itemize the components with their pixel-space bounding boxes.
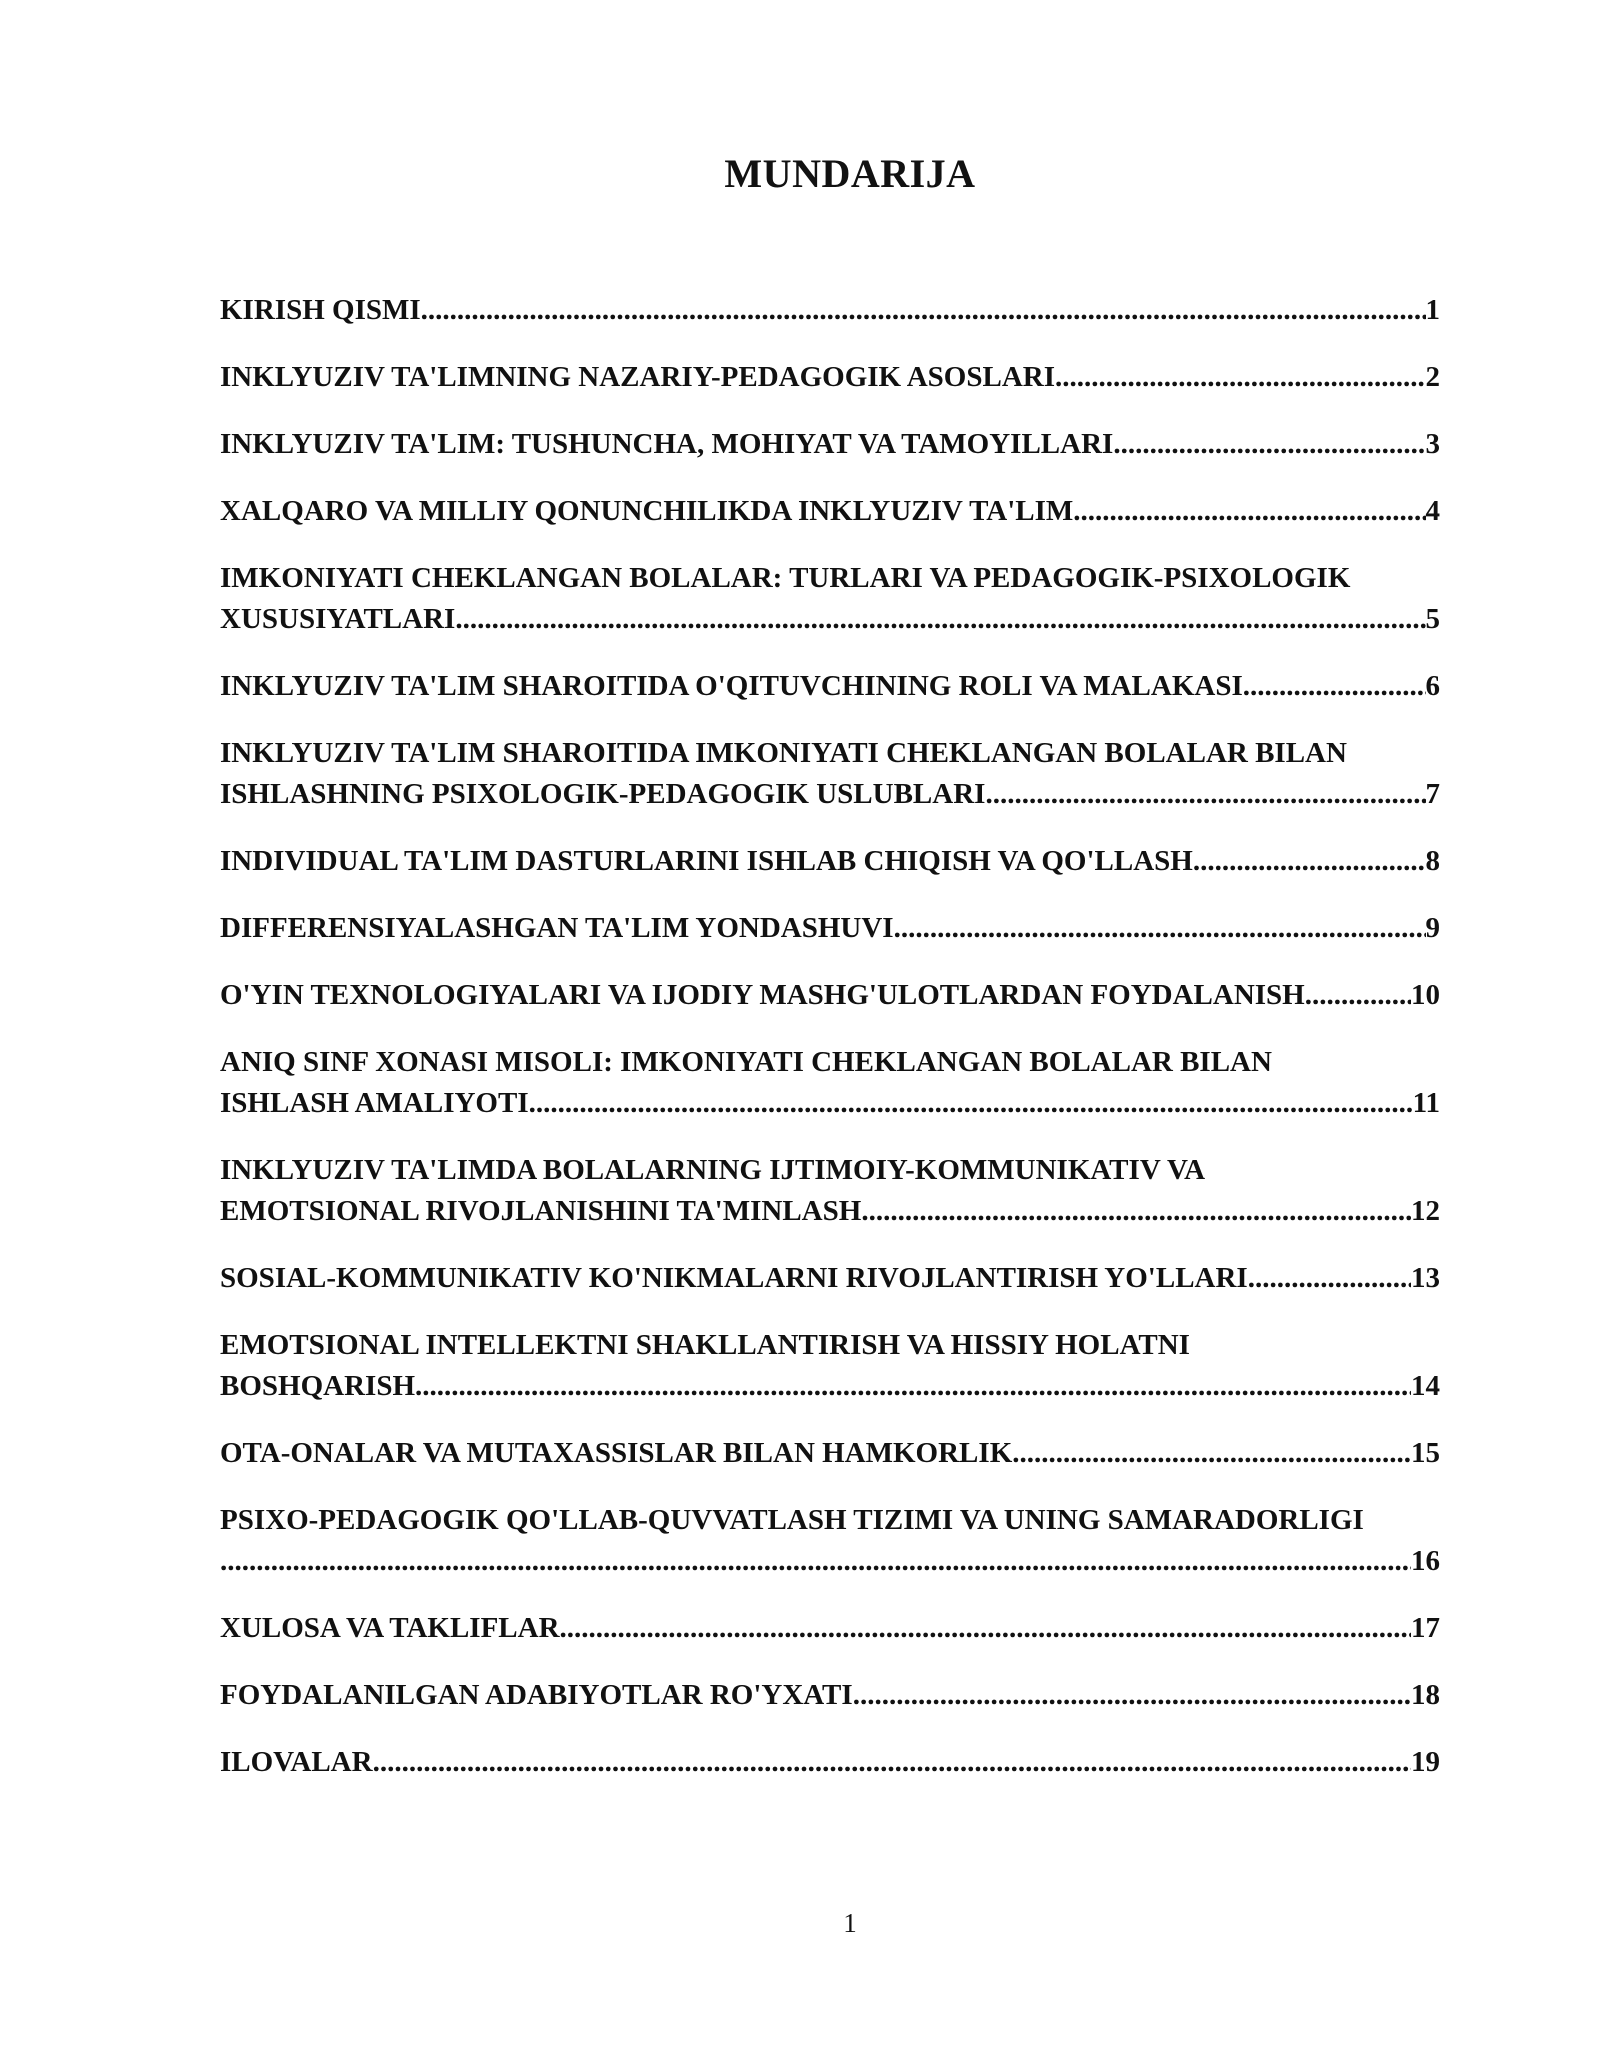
toc-page-number: 14: [1411, 1370, 1440, 1402]
toc-entry-last-line: [220, 841, 1440, 882]
toc-entry[interactable]: [220, 491, 1440, 532]
toc-page-number: 19: [1411, 1746, 1440, 1778]
toc-entry-last-line: [220, 1675, 1440, 1716]
toc-entry-last-line: [220, 1191, 1440, 1232]
dot-leader: [1055, 357, 1425, 398]
toc-entry-last-line: [220, 908, 1440, 949]
toc-entry[interactable]: [220, 1500, 1440, 1582]
toc-entry-last-line: [220, 357, 1440, 398]
toc-entry[interactable]: [220, 1325, 1440, 1407]
toc-entry-title-line: ISHLASHNING PSIXOLOGIK-PEDAGOGIK USLUBLARI: [220, 778, 986, 810]
dot-leader: [985, 774, 1425, 815]
dot-leader: [529, 1083, 1413, 1124]
toc-entry[interactable]: [220, 908, 1440, 949]
toc-page-number: 13: [1411, 1262, 1440, 1294]
toc-entry[interactable]: [220, 290, 1440, 331]
toc-entry[interactable]: [220, 357, 1440, 398]
toc-entry-title-line: INKLYUZIV TA'LIM SHAROITIDA IMKONIYATI CHEKLANGAN BOLALAR BILAN: [220, 737, 1347, 769]
dot-leader: [894, 908, 1426, 949]
toc-entry[interactable]: [220, 1150, 1440, 1232]
toc-entry-title-line: INKLYUZIV TA'LIMDA BOLALARNING IJTIMOIY-KOMMUNIKATIV VA: [220, 1154, 1206, 1186]
dot-leader: [853, 1675, 1411, 1716]
dot-leader: [1248, 1258, 1411, 1299]
toc-entry-title-line: EMOTSIONAL RIVOJLANISHINI TA'MINLASH: [220, 1195, 862, 1227]
toc-page-number: 11: [1412, 1087, 1440, 1119]
toc-entry-title-line: XALQARO VA MILLIY QONUNCHILIKDA INKLYUZIV TA'LIM: [220, 495, 1074, 527]
toc-entry-title-line: BOSHQARISH: [220, 1370, 415, 1402]
toc-page-number: 2: [1425, 361, 1440, 393]
toc-entry-title-line: FOYDALANILGAN ADABIYOTLAR RO'YXATI: [220, 1679, 853, 1711]
dot-leader: [1012, 1433, 1411, 1474]
toc-entry-last-line: [220, 491, 1440, 532]
toc-entry[interactable]: [220, 1433, 1440, 1474]
toc-entry-title-line: INKLYUZIV TA'LIM: TUSHUNCHA, MOHIYAT VA TAMOYILLARI: [220, 428, 1114, 460]
dot-leader: [455, 599, 1425, 640]
toc-entry-last-line: [220, 1541, 1440, 1582]
dot-leader: [415, 1366, 1411, 1407]
toc-entry-last-line: [220, 1366, 1440, 1407]
toc-entry[interactable]: [220, 1608, 1440, 1649]
dot-leader: [1305, 975, 1411, 1016]
toc-entry-title-line: INKLYUZIV TA'LIMNING NAZARIY-PEDAGOGIK ASOSLARI: [220, 361, 1056, 393]
toc-entry-title-line: EMOTSIONAL INTELLEKTNI SHAKLLANTIRISH VA HISSIY HOLATNI: [220, 1329, 1190, 1361]
toc-entry[interactable]: [220, 558, 1440, 640]
toc-page-number: 7: [1425, 778, 1440, 810]
toc-page-number: 6: [1425, 670, 1440, 702]
toc-entry-last-line: [220, 1258, 1440, 1299]
toc-page-number: 3: [1425, 428, 1440, 460]
toc-entry-last-line: [220, 290, 1440, 331]
toc-entry-title-line: PSIXO-PEDAGOGIK QO'LLAB-QUVVATLASH TIZIMI VA UNING SAMARADORLIGI: [220, 1504, 1364, 1536]
toc-entry[interactable]: [220, 1675, 1440, 1716]
toc-entry[interactable]: [220, 1258, 1440, 1299]
toc-page-number: 15: [1411, 1437, 1440, 1469]
toc-entry-last-line: [220, 1083, 1440, 1124]
toc-page-number: 16: [1411, 1545, 1440, 1577]
toc-entry-title-line: ISHLASH AMALIYOTI: [220, 1087, 529, 1119]
toc-entry-title-line: XUSUSIYATLARI: [220, 603, 456, 635]
toc-entry-title-line: XULOSA VA TAKLIFLAR: [220, 1612, 560, 1644]
page-title: MUNDARIJA: [724, 151, 976, 196]
dot-leader: [1113, 424, 1425, 465]
toc-entry-title-line: ILOVALAR: [220, 1746, 373, 1778]
toc-entry-title-line: O'YIN TEXNOLOGIYALARI VA IJODIY MASHG'ULOTLARDAN FOYDALANISH: [220, 979, 1305, 1011]
dot-leader: [373, 1742, 1411, 1783]
toc-entry-last-line: [220, 666, 1440, 707]
toc-entry-title-line: INKLYUZIV TA'LIM SHAROITIDA O'QITUVCHINING ROLI VA MALAKASI: [220, 670, 1243, 702]
dot-leader: [861, 1191, 1411, 1232]
table-of-contents: [220, 290, 1440, 1809]
toc-entry[interactable]: [220, 424, 1440, 465]
toc-entry[interactable]: [220, 975, 1440, 1016]
toc-page-number: 8: [1425, 845, 1440, 877]
toc-page-number: 5: [1425, 603, 1440, 635]
toc-entry-last-line: [220, 774, 1440, 815]
footer-page-number: 1: [843, 1908, 857, 1938]
toc-page-number: 1: [1425, 294, 1440, 326]
toc-entry[interactable]: [220, 1742, 1440, 1783]
toc-page-number: 17: [1411, 1612, 1440, 1644]
toc-entry-last-line: [220, 424, 1440, 465]
toc-entry-last-line: [220, 975, 1440, 1016]
dot-leader: [560, 1608, 1411, 1649]
toc-entry[interactable]: [220, 1042, 1440, 1124]
toc-page-number: 18: [1411, 1679, 1440, 1711]
dot-leader: [1193, 841, 1426, 882]
dot-leader: [1243, 666, 1426, 707]
toc-entry-last-line: [220, 1742, 1440, 1783]
toc-entry-last-line: [220, 1608, 1440, 1649]
toc-page-number: 9: [1425, 912, 1440, 944]
toc-entry-title-line: IMKONIYATI CHEKLANGAN BOLALAR: TURLARI VA PEDAGOGIK-PSIXOLOGIK: [220, 562, 1351, 594]
toc-entry[interactable]: [220, 733, 1440, 815]
toc-page-number: 10: [1411, 979, 1440, 1011]
toc-entry-title-line: DIFFERENSIYALASHGAN TA'LIM YONDASHUVI: [220, 912, 894, 944]
toc-page-number: 4: [1425, 495, 1440, 527]
toc-entry[interactable]: [220, 841, 1440, 882]
toc-entry-last-line: [220, 599, 1440, 640]
toc-entry-title-line: SOSIAL-KOMMUNIKATIV KO'NIKMALARNI RIVOJLANTIRISH YO'LLARI: [220, 1262, 1248, 1294]
dot-leader: [421, 290, 1426, 331]
toc-page-number: 12: [1411, 1195, 1440, 1227]
toc-entry-title-line: OTA-ONALAR VA MUTAXASSISLAR BILAN HAMKORLIK: [220, 1437, 1013, 1469]
toc-entry-title-line: ANIQ SINF XONASI MISOLI: IMKONIYATI CHEKLANGAN BOLALAR BILAN: [220, 1046, 1272, 1078]
toc-entry-last-line: [220, 1433, 1440, 1474]
toc-entry-title-line: INDIVIDUAL TA'LIM DASTURLARINI ISHLAB CHIQISH VA QO'LLASH: [220, 845, 1193, 877]
toc-entry[interactable]: [220, 666, 1440, 707]
dot-leader: [1073, 491, 1425, 532]
dot-leader: [220, 1541, 1411, 1582]
toc-entry-title-line: KIRISH QISMI: [220, 294, 421, 326]
